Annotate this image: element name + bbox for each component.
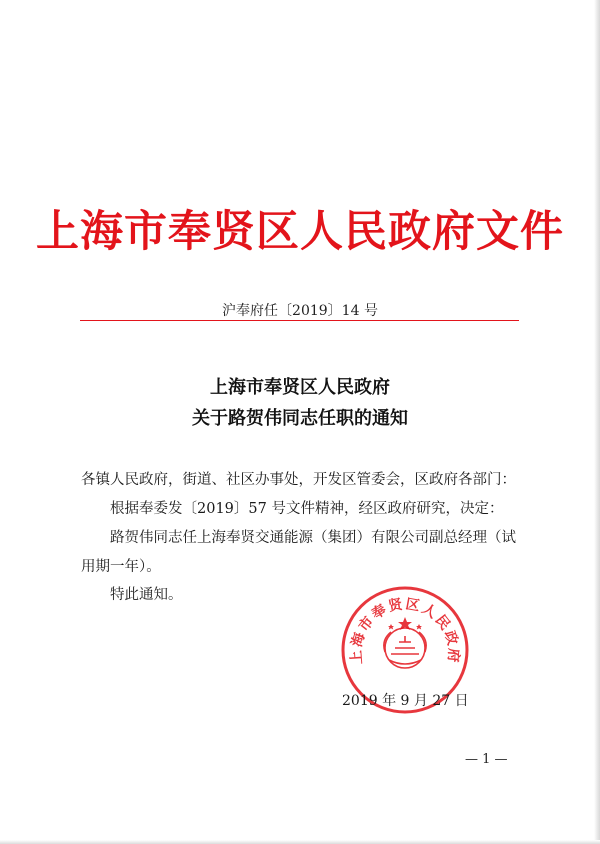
page-edge-shadow bbox=[594, 0, 600, 844]
red-divider-line bbox=[80, 320, 519, 321]
appointment-paragraph-line-2: 用期一年）。 bbox=[81, 559, 161, 575]
document-title-line-2: 关于路贺伟同志任职的通知 bbox=[192, 408, 408, 429]
svg-text:上海市奉贤区人民政府: 上海市奉贤区人民政府 bbox=[348, 596, 462, 665]
page-bottom-shadow bbox=[0, 840, 600, 844]
document-number: 沪奉府任〔2019〕14 号 bbox=[222, 303, 378, 319]
document-title-line-1: 上海市奉贤区人民政府 bbox=[210, 377, 390, 398]
page-number: — 1 — bbox=[465, 752, 508, 767]
closing-paragraph: 特此通知。 bbox=[110, 587, 183, 603]
addressee-paragraph: 各镇人民政府，街道、社区办事处，开发区管委会，区政府各部门： bbox=[81, 472, 516, 488]
appointment-paragraph-line-1: 路贺伟同志任上海奉贤交通能源（集团）有限公司副总经理（试 bbox=[110, 530, 516, 546]
document-masthead: 上海市奉贤区人民政府文件 bbox=[36, 207, 564, 257]
basis-paragraph: 根据奉委发〔2019〕57 号文件精神，经区政府研究，决定： bbox=[110, 501, 504, 517]
document-date: 2019 年 9 月 27 日 bbox=[342, 693, 469, 709]
